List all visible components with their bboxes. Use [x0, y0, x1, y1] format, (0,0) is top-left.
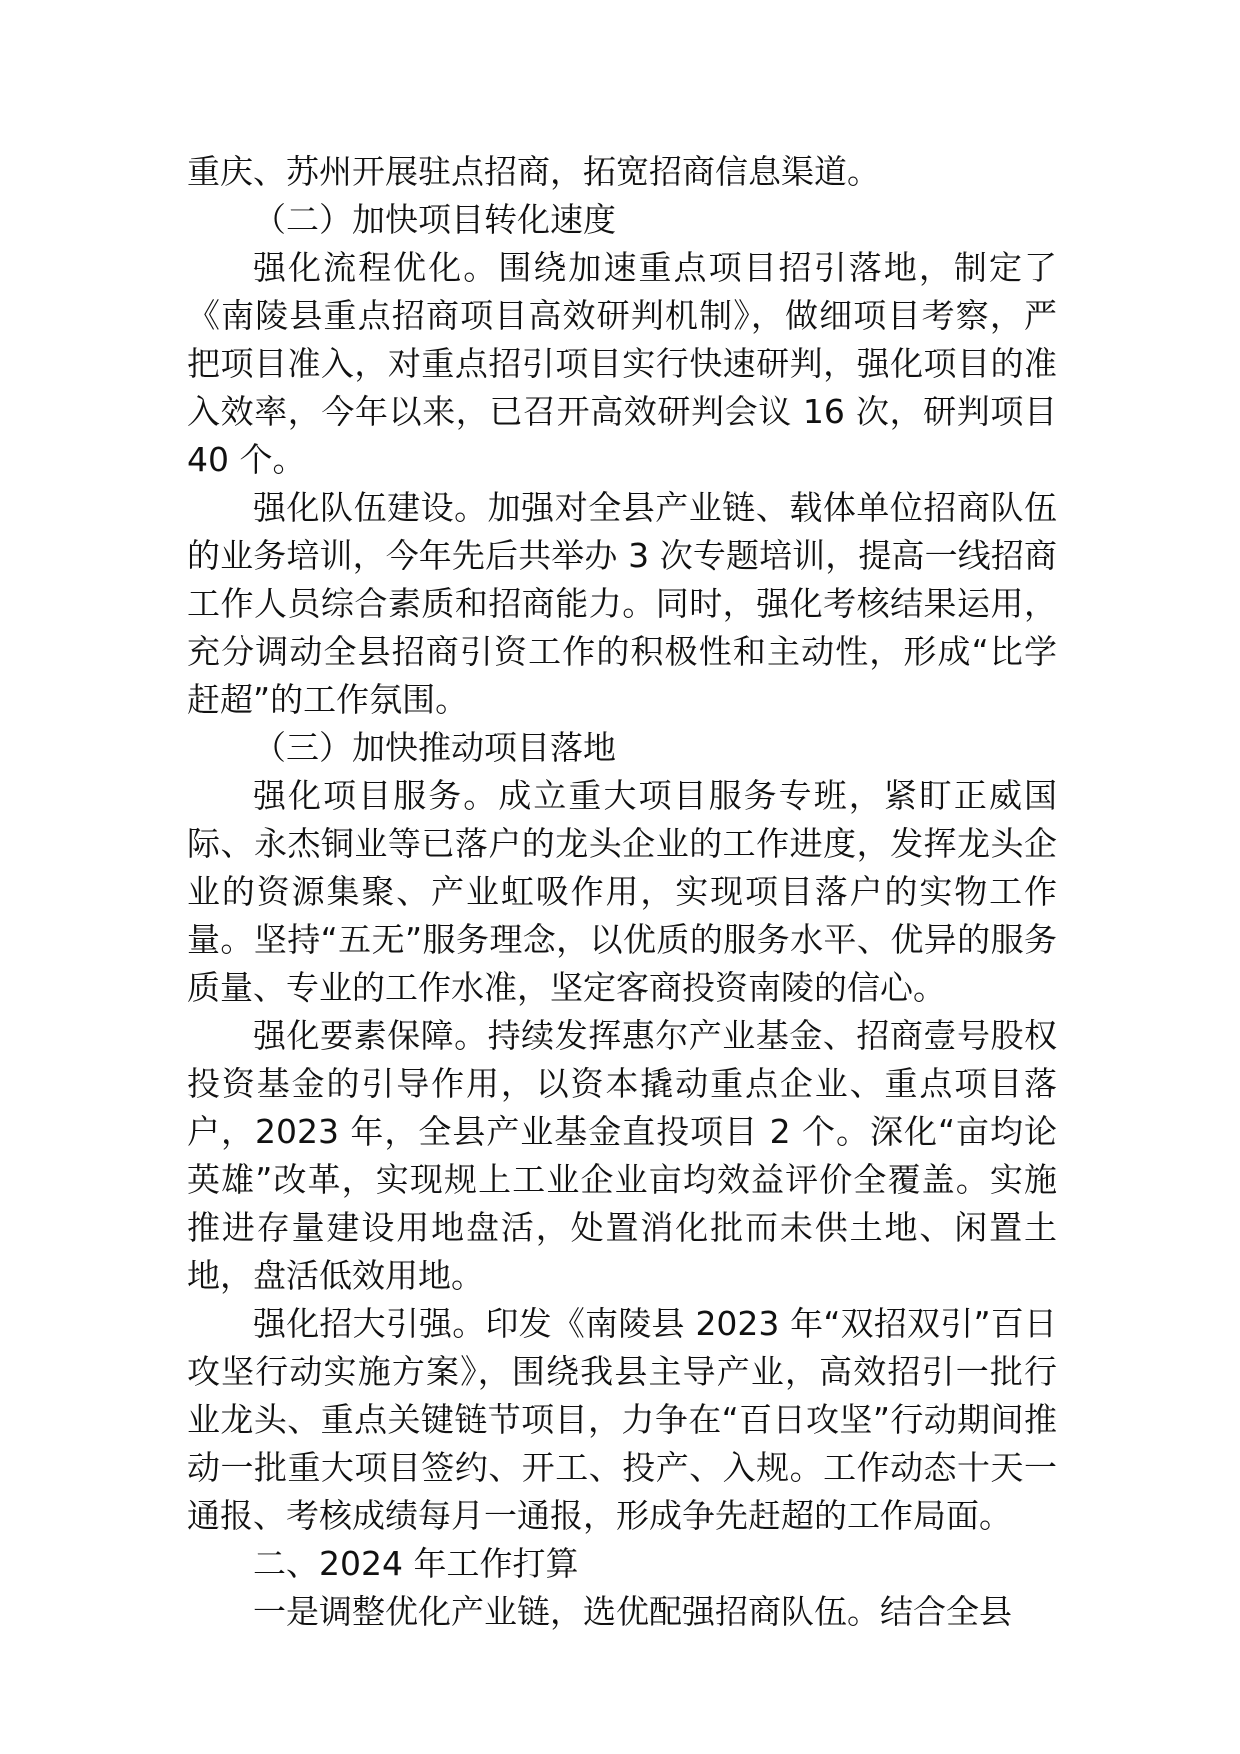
- section-heading-2024-plan: 二、2024 年工作打算: [253, 1544, 579, 1583]
- paragraph-attract-major-projects: 强化招大引强。印发《南陵县 2023 年“双招双引”百日攻坚行动实施方案》，围绕我县主导产业，高效招引一批行业龙头、重点关键链节项目，力争在“百日攻坚”行动期间推动一批重大项目签约、开工、投产、入规。工作动态十天一通报、考核成绩每月一通报，形成争先赶超的工作局面。: [187, 1304, 1057, 1535]
- paragraph-project-service: 强化项目服务。成立重大项目服务专班，紧盯正威国际、永杰铜业等已落户的龙头企业的工作进度，发挥龙头企业的资源集聚、产业虹吸作用，实现项目落户的实物工作量。坚持“五无”服务理念，以优质的服务水平、优异的服务质量、专业的工作水准，坚定客商投资南陵的信心。: [187, 776, 1057, 1007]
- section-heading-2: （二）加快项目转化速度: [253, 200, 616, 239]
- section-heading-3: （三）加快推动项目落地: [253, 728, 616, 767]
- document-body: [187, 148, 1057, 1636]
- paragraph-plan-item-1: 一是调整优化产业链，选优配强招商队伍。结合全县: [253, 1592, 1012, 1631]
- paragraph-team-building: 强化队伍建设。加强对全县产业链、载体单位招商队伍的业务培训，今年先后共举办 3 次专题培训，提高一线招商工作人员综合素质和招商能力。同时，强化考核结果运用，充分调动全县招商引资工作的积极性和主动性，形成“比学赶超”的工作氛围。: [187, 488, 1057, 719]
- paragraph-continuation: 重庆、苏州开展驻点招商，拓宽招商信息渠道。: [187, 152, 880, 191]
- paragraph-process-optimization: 强化流程优化。围绕加速重点项目招引落地，制定了《南陵县重点招商项目高效研判机制》，做细项目考察，严把项目准入，对重点招引项目实行快速研判，强化项目的准入效率，今年以来，已召开高效研判会议 16 次，研判项目 40 个。: [187, 248, 1057, 479]
- paragraph-factor-guarantee: 强化要素保障。持续发挥惠尔产业基金、招商壹号股权投资基金的引导作用，以资本撬动重点企业、重点项目落户，2023 年，全县产业基金直投项目 2 个。深化“亩均论英雄”改革，实现规上工业企业亩均效益评价全覆盖。实施推进存量建设用地盘活，处置消化批而未供土地、闲置土地，盘活低效用地。: [187, 1016, 1057, 1295]
